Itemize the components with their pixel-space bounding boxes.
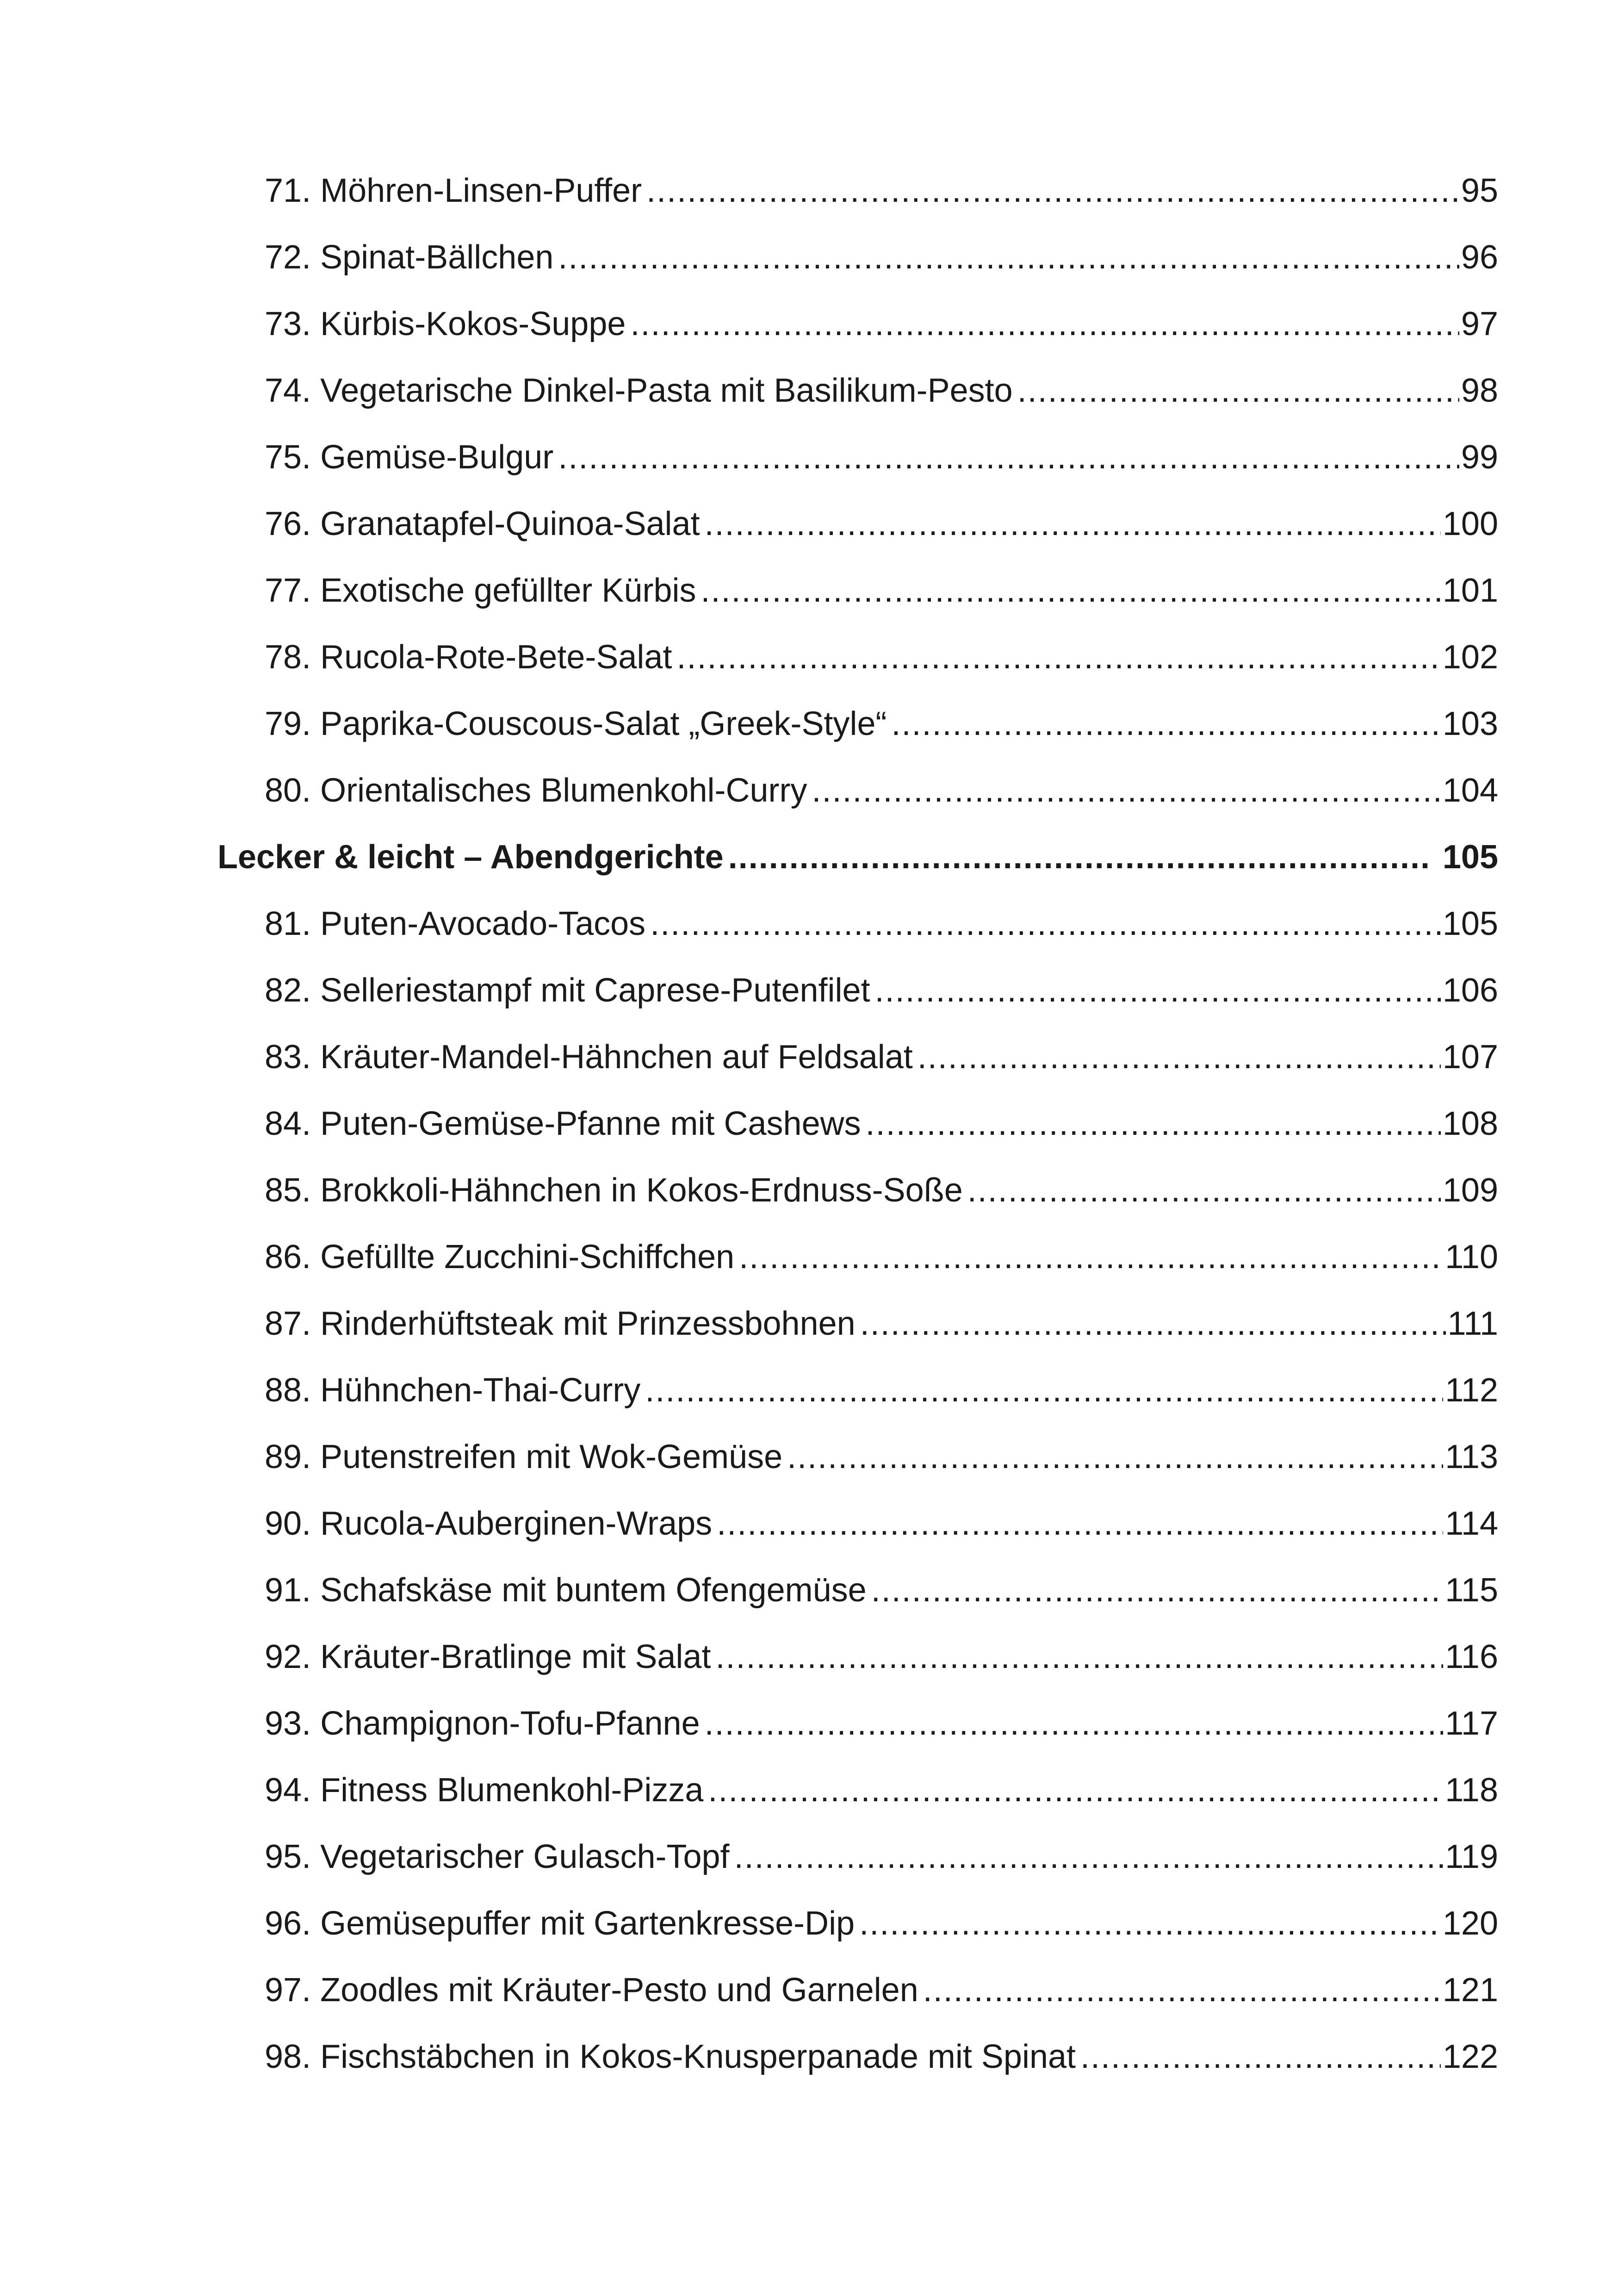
toc-dot-leader [728, 824, 1429, 890]
toc-entry [217, 357, 1498, 424]
toc-entry-title: 82. Selleriestampf mit Caprese-Putenfilet [265, 972, 870, 1009]
toc-dot-leader [875, 957, 1441, 1024]
toc-entry-title: 87. Rinderhüftsteak mit Prinzessbohnen [265, 1305, 855, 1342]
toc-dot-leader [717, 1490, 1443, 1557]
toc-entry [217, 1690, 1498, 1757]
toc-entry-title: 93. Champignon-Tofu-Pfanne [265, 1705, 700, 1742]
toc-entry [217, 491, 1498, 557]
toc-dot-leader [646, 157, 1459, 224]
toc-entry [217, 624, 1498, 691]
toc-entry-title: 78. Rucola-Rote-Bete-Salat [265, 639, 672, 676]
toc-entry [217, 1424, 1498, 1490]
toc-entry [217, 1624, 1498, 1690]
toc-page-number: 117 [1445, 1705, 1498, 1742]
toc-entry-title: 75. Gemüse-Bulgur [265, 439, 554, 476]
toc-page-number: 107 [1442, 1039, 1498, 1076]
toc-dot-leader [892, 691, 1441, 757]
toc-entry [217, 157, 1498, 224]
toc-page-number: 104 [1442, 772, 1498, 809]
toc-section-title: Lecker & leicht – Abendgerichte [217, 839, 724, 876]
toc-dot-leader [923, 1957, 1441, 2023]
toc-page-number: 101 [1442, 572, 1498, 609]
toc-entry [217, 691, 1498, 757]
toc-page-number: 105 [1442, 839, 1498, 876]
toc-entry [217, 1290, 1498, 1357]
toc-entry [217, 291, 1498, 357]
toc-entry-title: 97. Zoodles mit Kräuter-Pesto und Garnelen [265, 1972, 918, 2009]
toc-page-number: 114 [1445, 1505, 1498, 1542]
toc-page-number: 113 [1445, 1438, 1498, 1475]
toc-entry-title: 74. Vegetarische Dinkel-Pasta mit Basilikum-Pesto [265, 372, 1013, 409]
toc-entry-title: 91. Schafskäse mit buntem Ofengemüse [265, 1572, 867, 1609]
toc-page-number: 98 [1461, 372, 1498, 409]
toc-entry-title: 81. Puten-Avocado-Tacos [265, 905, 646, 942]
toc-entry-title: 84. Puten-Gemüse-Pfanne mit Cashews [265, 1105, 861, 1142]
toc-entry [217, 1557, 1498, 1624]
toc-entry-title: 80. Orientalisches Blumenkohl-Curry [265, 772, 807, 809]
toc-entry [217, 1890, 1498, 1957]
toc-dot-leader [859, 1890, 1441, 1957]
toc-page-number: 121 [1442, 1972, 1498, 2009]
toc-page-number: 109 [1442, 1172, 1498, 1209]
toc-entry-title: 73. Kürbis-Kokos-Suppe [265, 305, 626, 342]
toc-entry-title: 95. Vegetarischer Gulasch-Topf [265, 1838, 730, 1875]
toc-dot-leader [705, 491, 1441, 557]
toc-page-number: 96 [1461, 239, 1498, 276]
toc-page-number: 115 [1445, 1572, 1498, 1609]
toc-page-number: 108 [1442, 1105, 1498, 1142]
toc-dot-leader [787, 1424, 1443, 1490]
toc-page-number: 119 [1445, 1838, 1498, 1875]
toc-dot-leader [871, 1557, 1444, 1624]
toc-dot-leader [630, 291, 1459, 357]
toc-page-number: 122 [1442, 2038, 1498, 2075]
toc-dot-leader [558, 424, 1459, 491]
toc-entry [217, 1757, 1498, 1823]
toc-dot-leader [701, 557, 1440, 624]
toc-section-heading [217, 824, 1498, 890]
toc-page-number: 112 [1445, 1372, 1498, 1409]
toc-entry-title: 77. Exotische gefüllter Kürbis [265, 572, 696, 609]
toc-dot-leader [866, 1090, 1441, 1157]
toc-entry [217, 890, 1498, 957]
toc-entry [217, 1224, 1498, 1290]
table-of-contents [217, 157, 1498, 2090]
toc-entry [217, 1090, 1498, 1157]
toc-entry [217, 1357, 1498, 1424]
toc-entry [217, 2023, 1498, 2090]
toc-dot-leader [812, 757, 1440, 824]
toc-page-number: 111 [1447, 1305, 1498, 1342]
toc-entry [217, 424, 1498, 491]
toc-page-number: 116 [1445, 1638, 1498, 1675]
toc-dot-leader [715, 1624, 1443, 1690]
toc-page-number: 97 [1461, 305, 1498, 342]
toc-entry [217, 1490, 1498, 1557]
toc-entry-title: 98. Fischstäbchen in Kokos-Knusperpanade mit Spinat [265, 2038, 1076, 2075]
toc-dot-leader [645, 1357, 1443, 1424]
toc-entry-title: 85. Brokkoli-Hähnchen in Kokos-Erdnuss-Soße [265, 1172, 963, 1209]
toc-page-number: 118 [1445, 1772, 1498, 1809]
toc-page-number: 105 [1442, 905, 1498, 942]
toc-entry [217, 1823, 1498, 1890]
toc-entry [217, 957, 1498, 1024]
toc-page-number: 95 [1461, 172, 1498, 209]
toc-entry-title: 72. Spinat-Bällchen [265, 239, 554, 276]
toc-dot-leader [558, 224, 1459, 291]
toc-entry-title: 83. Kräuter-Mandel-Hähnchen auf Feldsalat [265, 1039, 913, 1076]
toc-entry [217, 557, 1498, 624]
toc-page-number: 99 [1461, 439, 1498, 476]
toc-dot-leader [650, 890, 1441, 957]
toc-page-number: 103 [1442, 705, 1498, 742]
toc-entry-title: 76. Granatapfel-Quinoa-Salat [265, 505, 700, 542]
toc-entry [217, 1957, 1498, 2023]
toc-dot-leader [917, 1024, 1441, 1090]
toc-dot-leader [705, 1690, 1444, 1757]
toc-entry-title: 88. Hühnchen-Thai-Curry [265, 1372, 641, 1409]
toc-dot-leader [676, 624, 1440, 691]
toc-entry [217, 1024, 1498, 1090]
toc-dot-leader [1017, 357, 1459, 424]
toc-page-number: 110 [1445, 1238, 1498, 1276]
toc-dot-leader [739, 1224, 1443, 1290]
toc-entry-title: 90. Rucola-Auberginen-Wraps [265, 1505, 713, 1542]
toc-dot-leader [860, 1290, 1446, 1357]
toc-page-number: 106 [1442, 972, 1498, 1009]
toc-entry-title: 71. Möhren-Linsen-Puffer [265, 172, 642, 209]
toc-dot-leader [1080, 2023, 1441, 2090]
toc-entry-title: 96. Gemüsepuffer mit Gartenkresse-Dip [265, 1905, 855, 1942]
toc-entry-title: 92. Kräuter-Bratlinge mit Salat [265, 1638, 711, 1675]
toc-dot-leader [734, 1823, 1444, 1890]
toc-entry [217, 1157, 1498, 1224]
toc-entry-title: 89. Putenstreifen mit Wok-Gemüse [265, 1438, 783, 1475]
toc-entry-title: 94. Fitness Blumenkohl-Pizza [265, 1772, 704, 1809]
toc-entry-title: 79. Paprika-Couscous-Salat „Greek-Style“ [265, 705, 887, 742]
toc-dot-leader [967, 1157, 1441, 1224]
toc-page-number: 102 [1442, 639, 1498, 676]
toc-page-number: 120 [1442, 1905, 1498, 1942]
toc-dot-leader [708, 1757, 1443, 1823]
toc-page-number: 100 [1442, 505, 1498, 542]
toc-entry [217, 757, 1498, 824]
toc-entry-title: 86. Gefüllte Zucchini-Schiffchen [265, 1238, 735, 1276]
toc-entry [217, 224, 1498, 291]
